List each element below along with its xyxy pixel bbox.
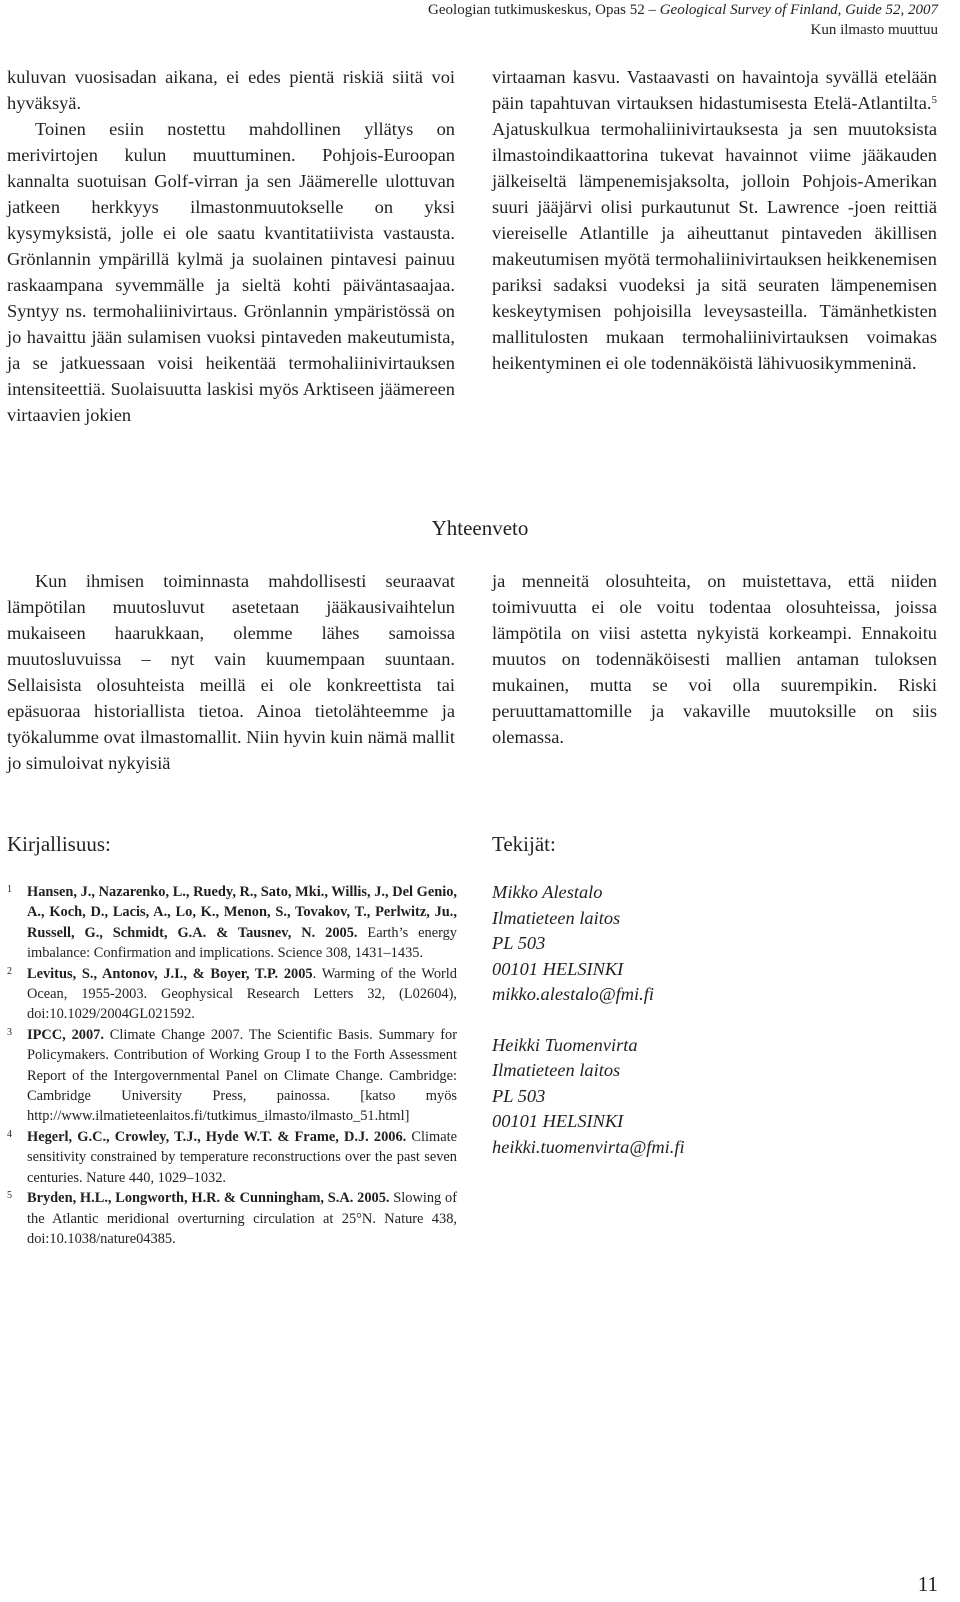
author-name: Heikki Tuomenvirta: [492, 1034, 638, 1055]
authors-list: [492, 880, 937, 1185]
references-heading: Kirjallisuus:: [7, 832, 111, 856]
author-name: Mikko Alestalo: [492, 882, 603, 902]
header-fi: Geologian tutkimuskeskus, Opas 52 –: [428, 2, 660, 18]
intro-left-p1: kuluvan vuosisadan aikana, ei edes pientä riskiä siitä voi hyväksyä.: [7, 67, 455, 113]
reference-item: 3 IPCC, 2007. Climate Change 2007. The Scientific Basis. Summary for Policymakers. Contribution of Working Group I to the Forth Assessment Report of the Intergovernmental Panel on Climate Change. Cambridge: Cambridge University Press, painossa. [katso myös http://www.ilmatieteenlaitos.fi/tutkimus_ilmasto/ilmasto_51.html]: [7, 1026, 457, 1125]
summary-left-column: [7, 568, 455, 776]
header-publication: [428, 0, 938, 20]
header-title: Kun ilmasto muuttuu: [810, 22, 938, 38]
author-city: 00101 HELSINKI: [492, 1111, 624, 1131]
author-city: 00101 HELSINKI: [492, 958, 624, 979]
page-number: 11: [917, 1572, 938, 1596]
author-email[interactable]: mikko.alestalo@fmi.fi: [492, 984, 654, 1004]
author-block: [492, 1033, 937, 1161]
summary-right-column: [492, 568, 937, 750]
author-block: [492, 880, 937, 1008]
summary-right-text: ja menneitä olosuhteita, on muistettava, että niiden toimivuutta ei ole voitu todentaa olosuhteissa, joissa lämpötila on viisi astetta nykyistä korkeampi. Ennakoitu muutos on todennäköisesti mallien antaman tuloksen mukainen, mutta se voi olla suurempikin. Riski peruuttamattomille ja vakaville muutoksille on siis olemassa.: [492, 571, 937, 747]
author-box: PL 503: [492, 933, 546, 953]
reference-item: 2 Levitus, S., Antonov, J.I., & Boyer, T.P. 2005. Warming of the World Ocean, 1955-2003. Geophysical Research Letters 32, (L02604), doi:10.1029/2004GL021592.: [7, 965, 458, 1023]
running-header: [428, 0, 938, 40]
reference-item: 4 Hegerl, G.C., Crowley, T.J., Hyde W.T. & Frame, D.J. 2006. Climate sensitivity constrained by temperature reconstructions over the past seven centuries. Nature 440, 1029–1032.: [7, 1128, 457, 1186]
footnote-ref-5: 5: [931, 93, 937, 106]
author-org: Ilmatieteen laitos: [492, 1060, 621, 1080]
author-email[interactable]: heikki.tuomenvirta@fmi.fi: [492, 1136, 685, 1157]
author-org: Ilmatieteen laitos: [492, 907, 621, 928]
summary-left-text: Kun ihmisen toiminnasta mahdollisesti seuraavat lämpötilan muutosluvut asetetaan jääkausivaihtelun mukaiseen haarukkaan, olemme lähes samoissa muutosluvuissa – nyt vain kuumempaan suuntaan. Sellaisista olosuhteista meillä ei ole konkreettista tai epäsuoraa historiallista tietoa. Ainoa tietolähteemme ja työkalumme ovat ilmastomallit. Niin hyvin kuin nämä mallit jo simuloivat nykyisiä: [7, 571, 455, 773]
summary-heading: Yhteenveto: [431, 516, 529, 540]
header-en: Geological Survey of Finland, Guide 52, 2007: [659, 2, 938, 18]
intro-left-column: [7, 64, 455, 428]
intro-right-column: [492, 64, 937, 376]
intro-right-p1: virtaaman kasvu. Vastaavasti on havaintoja syvällä etelään päin tapahtuvan virtauksen hidastumisesta Etelä-Atlantilta.$^5$ Ajatuskulkua termohaliinivirtauksesta ja sen muutoksista ilmastoindikaattorina tukevat havainnot viime jääkauden jälkeiseltä lämpenemisjaksolta, jolloin Pohjois-Amerikan suuri jääjärvi olisi purkautunut St. Lawrence -joen reittiä viereiselle Atlantille ja aiheuttanut pintaveden äkillisen makeutumisen myötä termohaliinivirtauksen heikkenemisen pariksi sadaksi vuodeksi ja sitä seuraten lämpenemisen keskeytymisen pohjoisilla leveysasteilla. Tämänhetkisten mallitulosten mukaan termohaliinivirtauksen voimakas heikentyminen ei ole todennäköistä lähivuosikymmeninä.: [492, 67, 937, 373]
reference-item: 5 Bryden, H.L., Longworth, H.R. & Cunningham, S.A. 2005. Slowing of the Atlantic meridional overturning circulation at 25°N. Nature 438, doi:10.1038/nature04385.: [7, 1190, 457, 1247]
intro-left-p2: Toinen esiin nostettu mahdollinen yllätys on merivirtojen kulun muuttuminen. Pohjois-Euroopan kannalta suotuisan Golf-virran ja sen Jäämerelle ulottuvan jatkeen herkkyys ilmastonmuutokselle on yksi kysymyksistä, jolle ei ole saatu kvantitatiivista vastausta. Grönlannin ympärillä kylmä ja suolainen pintavesi painuu raskaampana syvemmälle ja sieltä kohti päiväntasaajaa. Syntyy ns. termohaliinivirtaus. Grönlannin ympäristössä on jo havaittu jään sulamisen vuoksi pintaveden makeutumista, ja se jatkuessaan voisi heikentää termohaliinivirtauksen intensiteettiä. Suolaisuutta laskisi myös Arktiseen jäämereen virtaavien jokien: [7, 119, 455, 425]
references-list: [7, 882, 457, 1249]
author-box: PL 503: [492, 1085, 546, 1106]
authors-heading: Tekijät:: [492, 832, 556, 856]
reference-item: 1 Hansen, J., Nazarenko, L., Ruedy, R., Sato, Mki., Willis, J., Del Genio, A., Koch, D., Lacis, A., Lo, K., Menon, S., Tovakov, T., Perlwitz, Ju., Russell, G., Schmidt, G.A. & Tausnev, N. 2005. Earth’s energy imbalance: Confirmation and implications. Science 308, 1431–1435.: [7, 884, 458, 962]
